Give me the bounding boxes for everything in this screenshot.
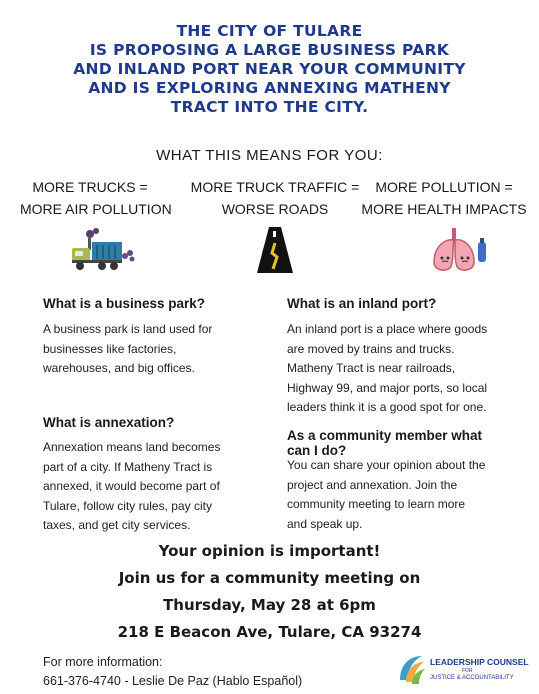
lungs-icon: [428, 228, 492, 274]
body-line: are moved by trains and trucks.: [287, 341, 455, 356]
body-line: and speak up.: [287, 516, 363, 531]
headline-line: AND IS EXPLORING ANNEXING MATHENY: [88, 79, 451, 97]
body-line: taxes, and get city services.: [43, 518, 191, 532]
logo-sub: JUSTICE & ACCOUNTABILITY: [430, 675, 514, 681]
body-line: A business park is land used for: [43, 322, 213, 336]
impact-line: MORE HEALTH IMPACTS: [361, 201, 527, 217]
impact-line: MORE AIR POLLUTION: [20, 201, 172, 217]
headline-line: TRACT INTO THE CITY.: [170, 98, 369, 116]
business-park-title: What is a business park?: [43, 296, 206, 311]
cta-line-date: Thursday, May 28 at 6pm: [163, 596, 376, 614]
headline-line: THE CITY OF TULARE: [176, 22, 363, 40]
business-park-body: [43, 320, 212, 379]
body-line: project and annexation. Join the: [287, 477, 458, 492]
body-line: part of a city. If Matheny Tract is: [43, 459, 213, 474]
logo-name: LEADERSHIP COUNSEL: [430, 657, 529, 667]
means-heading: WHAT THIS MEANS FOR YOU:: [156, 147, 383, 164]
contact-details: 661-376-4740 - Leslie De Paz (Hablo Español): [43, 674, 303, 688]
cta-line-address: 218 E Beacon Ave, Tulare, CA 93274: [117, 623, 422, 641]
body-line: Annexation means land becomes: [43, 440, 221, 454]
impact-line: MORE POLLUTION =: [375, 179, 513, 195]
headline-line: AND INLAND PORT NEAR YOUR COMMUNITY: [73, 60, 466, 78]
logo-for: FOR: [462, 668, 473, 674]
body-line: Highway 99, and major ports, so local: [287, 380, 488, 395]
body-line: warehouses, and big offices.: [43, 361, 195, 375]
impact-pollution: [360, 176, 528, 220]
cta-line-opinion: Your opinion is important!: [158, 542, 381, 560]
impact-line: WORSE ROADS: [221, 201, 329, 217]
body-line: An inland port is a place where goods: [287, 322, 488, 336]
headline-line: IS PROPOSING A LARGE BUSINESS PARK: [89, 41, 450, 59]
body-line: Tulare, follow city rules, pay city: [43, 498, 212, 513]
annexation-body: [43, 438, 220, 536]
body-line: You can share your opinion about the: [287, 458, 486, 472]
community-body: [287, 456, 485, 534]
impact-trucks: [20, 176, 172, 220]
contact-label: For more information:: [43, 655, 163, 669]
leadership-counsel-logo-icon: [396, 652, 426, 686]
impact-traffic: [190, 176, 360, 220]
impact-line: MORE TRUCK TRAFFIC =: [190, 179, 360, 195]
inland-port-body: [287, 320, 487, 418]
road-icon: [255, 227, 295, 273]
cta-line-join: Join us for a community meeting on: [118, 569, 421, 587]
body-line: businesses like factories,: [43, 341, 177, 356]
title-line: As a community member what: [287, 428, 483, 443]
body-line: Matheny Tract is near railroads,: [287, 361, 456, 375]
title-line: can I do?: [287, 443, 347, 458]
annexation-title: What is annexation?: [43, 415, 175, 430]
body-line: annexed, it would become part of: [43, 479, 220, 493]
community-title: [287, 428, 482, 458]
truck-icon: [62, 226, 142, 274]
headline: [0, 22, 539, 117]
body-line: leaders think it is a good spot for one.: [287, 400, 487, 414]
body-line: community meeting to learn more: [287, 497, 466, 511]
inland-port-title: What is an inland port?: [287, 296, 437, 311]
impact-line: MORE TRUCKS =: [32, 179, 148, 195]
